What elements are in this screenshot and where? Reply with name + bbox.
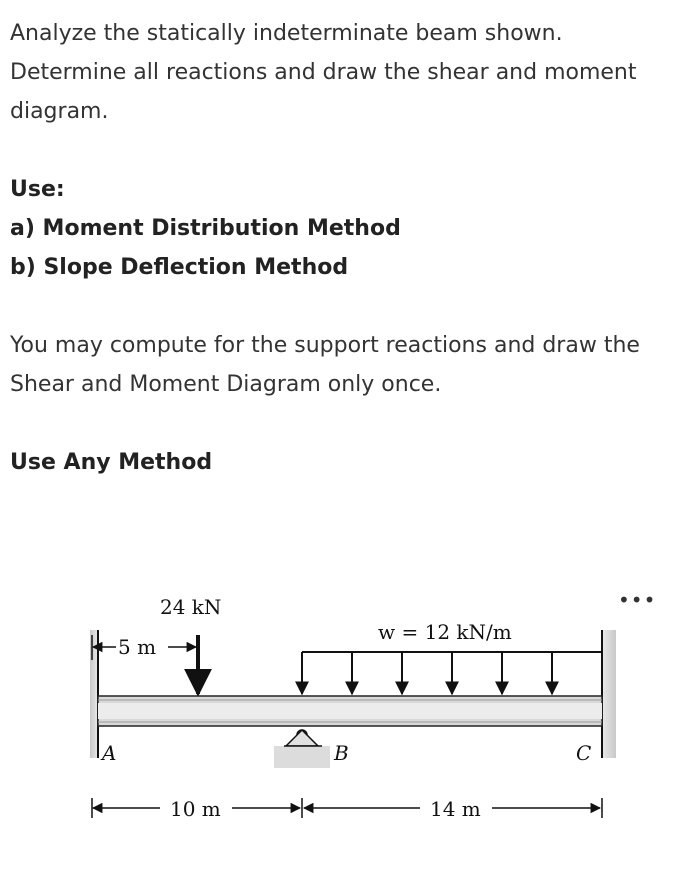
support-c-label: C bbox=[576, 741, 592, 765]
beam bbox=[98, 696, 602, 726]
intro-line-3: diagram. bbox=[10, 99, 109, 124]
point-load-label: 24 kN bbox=[160, 595, 222, 619]
option-a: a) Moment Distribution Method bbox=[10, 216, 401, 241]
distributed-load-label: w = 12 kN/m bbox=[378, 620, 512, 644]
wall-c bbox=[602, 630, 616, 758]
support-a-label: A bbox=[102, 741, 117, 765]
more-options-icon[interactable]: ••• bbox=[618, 588, 657, 612]
option-b: b) Slope Deflection Method bbox=[10, 255, 349, 280]
pin-support-b bbox=[274, 730, 330, 768]
support-b-label: B bbox=[334, 741, 349, 765]
note-line-1: You may compute for the support reactions and draw the bbox=[10, 333, 640, 358]
wall-a bbox=[90, 630, 98, 758]
any-method-heading: Use Any Method bbox=[10, 450, 213, 475]
dimension-5m-label: 5 m bbox=[118, 635, 157, 659]
use-heading: Use: bbox=[10, 177, 65, 202]
intro-line-2: Determine all reactions and draw the shear and moment bbox=[10, 60, 637, 85]
dimension-14m-label: 14 m bbox=[430, 797, 481, 821]
distributed-load bbox=[302, 652, 602, 694]
beam-figure bbox=[60, 590, 670, 830]
note-line-2: Shear and Moment Diagram only once. bbox=[10, 372, 442, 397]
intro-line-1: Analyze the statically indeterminate beam shown. bbox=[10, 21, 563, 46]
dimension-spans bbox=[92, 798, 602, 818]
dimension-10m-label: 10 m bbox=[170, 797, 221, 821]
